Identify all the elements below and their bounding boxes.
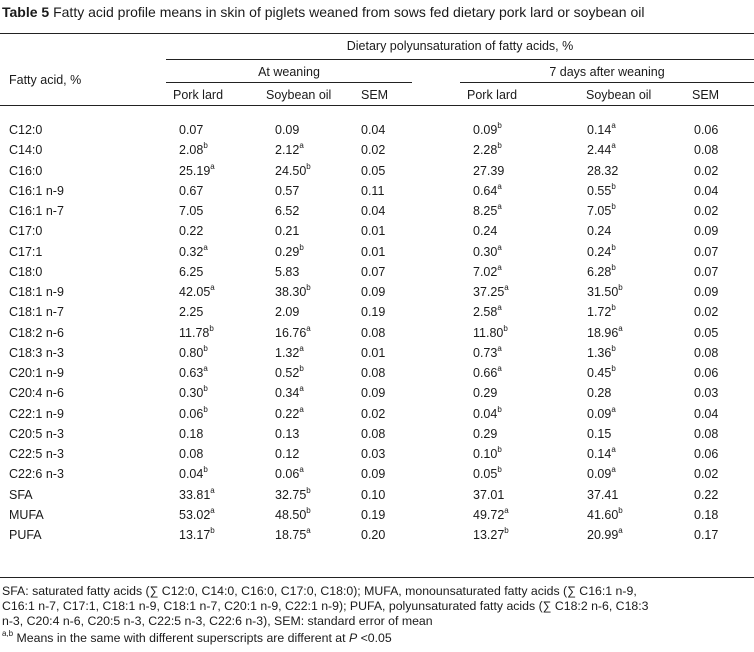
cell-value: 1.36$^b$	[587, 343, 616, 360]
footnote-marks: a,b	[2, 628, 14, 638]
cell-value: 31.50$^b$	[587, 282, 623, 299]
cell-value: 8.25$^a$	[473, 201, 502, 218]
significance-mark: a	[299, 404, 304, 414]
cell-value: 11.80$^b$	[473, 323, 508, 340]
group-header-7days: 7 days after weaning	[549, 65, 665, 79]
row-label: PUFA	[9, 528, 42, 542]
significance-mark: b	[203, 464, 208, 474]
table-caption	[2, 4, 645, 20]
cell-value: 0.09	[361, 285, 386, 299]
row-label: C18:0	[9, 265, 43, 279]
cell-value: 37.25$^a$	[473, 282, 509, 299]
significance-mark: b	[611, 302, 616, 312]
cell-value: 0.02	[361, 143, 386, 157]
significance-mark: a	[611, 404, 616, 414]
cell-value: 0.10	[361, 488, 386, 502]
cell-value: 37.41	[587, 488, 619, 502]
cell-value: 0.07	[694, 265, 719, 279]
significance-mark: a	[210, 505, 215, 515]
cell-value: 53.02$^a$	[179, 505, 215, 522]
cell-value: 0.06$^a$	[275, 464, 304, 481]
cell-value: 0.15	[587, 427, 612, 441]
cell-value: 0.24	[587, 224, 612, 238]
significance-mark: b	[203, 343, 208, 353]
significance-mark: b	[611, 262, 616, 272]
row-label: MUFA	[9, 508, 44, 522]
cell-value: 0.05	[361, 164, 386, 178]
cell-value: 0.32$^a$	[179, 242, 208, 259]
row-label: C12:0	[9, 123, 43, 137]
cell-value: 0.19	[361, 305, 386, 319]
cell-value: 0.07	[694, 245, 719, 259]
significance-mark: a	[611, 444, 616, 454]
significance-mark: a	[504, 505, 509, 515]
cell-value: 0.22$^a$	[275, 404, 304, 421]
significance-mark: b	[497, 404, 502, 414]
cell-value: 0.09$^a$	[587, 464, 616, 481]
significance-mark: a	[299, 383, 304, 393]
cell-value: 7.02$^a$	[473, 262, 502, 279]
significance-mark: b	[299, 363, 304, 373]
cell-value: 0.19	[361, 508, 386, 522]
stub-header: Fatty acid, %	[9, 73, 82, 87]
cell-value: 0.20	[361, 528, 386, 542]
cell-value: 0.04	[694, 407, 719, 421]
cell-value: 0.57	[275, 184, 300, 198]
significance-mark: a	[306, 525, 311, 535]
cell-value: 0.17	[694, 528, 719, 542]
cell-value: 0.52$^b$	[275, 363, 304, 380]
significance-mark: b	[618, 282, 623, 292]
cell-value: 0.04$^b$	[473, 404, 502, 421]
group-rule-7days	[460, 82, 754, 83]
cell-value: 0.29	[473, 427, 498, 441]
cell-value: 0.28	[587, 386, 612, 400]
cell-value: 0.08	[694, 143, 719, 157]
cell-value: 0.01	[361, 245, 386, 259]
cell-value: 0.06	[694, 447, 719, 461]
cell-value: 0.55$^b$	[587, 181, 616, 198]
row-label: C18:1 n-7	[9, 305, 64, 319]
significance-mark: b	[497, 140, 502, 150]
cell-value: 0.12	[275, 447, 300, 461]
cell-value: 0.09	[361, 386, 386, 400]
cell-value: 13.17$^b$	[179, 525, 215, 542]
col-header-pork-lard-2: Pork lard	[467, 88, 518, 102]
cell-value: 1.72$^b$	[587, 302, 616, 319]
row-label: C18:2 n-6	[9, 326, 64, 340]
significance-mark: b	[203, 140, 208, 150]
significance-mark: b	[203, 383, 208, 393]
cell-value: 0.08	[694, 346, 719, 360]
cell-value: 18.96$^a$	[587, 323, 623, 340]
significance-mark: a	[618, 525, 623, 535]
footnote-line-2: C16:1 n-7, C17:1, C18:1 n-9, C18:1 n-7, C20:1 n-9, C22:1 n-9); PUFA, polyunsaturated fatty acids (∑ C18:2 n-6, C18:3	[2, 599, 649, 613]
significance-mark: b	[306, 485, 311, 495]
significance-mark: a	[497, 302, 502, 312]
cell-value: 0.01	[361, 224, 386, 238]
cell-value: 0.13	[275, 427, 300, 441]
significance-mark: a	[306, 323, 311, 333]
caption-text: Fatty acid profile means in skin of piglets weaned from sows fed dietary pork lard or soybean oil	[49, 4, 645, 20]
significance-mark: b	[299, 242, 304, 252]
cell-value: 0.18	[694, 508, 719, 522]
spanner-rule	[166, 59, 754, 60]
significance-mark: b	[306, 505, 311, 515]
row-label: C22:5 n-3	[9, 447, 64, 461]
cell-value: 0.03	[694, 386, 719, 400]
cell-value: 0.09	[361, 467, 386, 481]
cell-value: 0.05$^b$	[473, 464, 502, 481]
significance-mark: b	[203, 404, 208, 414]
cell-value: 48.50$^b$	[275, 505, 311, 522]
significance-mark: b	[611, 363, 616, 373]
cell-value: 0.07	[361, 265, 386, 279]
row-label: C14:0	[9, 143, 43, 157]
col-header-pork-lard-1: Pork lard	[173, 88, 224, 102]
significance-mark: a	[611, 140, 616, 150]
row-label: C18:1 n-9	[9, 285, 64, 299]
cell-value: 0.08	[361, 326, 386, 340]
row-label: C16:1 n-7	[9, 204, 64, 218]
significance-mark: b	[611, 201, 616, 211]
cell-value: 0.30$^b$	[179, 383, 208, 400]
cell-value: 49.72$^a$	[473, 505, 509, 522]
col-header-sem-1: SEM	[361, 88, 389, 102]
cell-value: 0.24	[473, 224, 498, 238]
significance-mark: a	[497, 363, 502, 373]
cell-value: 0.30$^a$	[473, 242, 502, 259]
top-rule	[0, 33, 754, 34]
row-label: C20:1 n-9	[9, 366, 64, 380]
cell-value: 0.64$^a$	[473, 181, 502, 198]
cell-value: 0.63$^a$	[179, 363, 208, 380]
significance-mark: a	[611, 464, 616, 474]
significance-mark: a	[497, 201, 502, 211]
significance-mark: a	[497, 262, 502, 272]
cell-value: 0.02	[361, 407, 386, 421]
cell-value: 2.58$^a$	[473, 302, 502, 319]
cell-value: 0.11	[361, 184, 385, 198]
cell-value: 2.08$^b$	[179, 140, 208, 157]
cell-value: 11.78$^b$	[179, 323, 214, 340]
cell-value: 0.34$^a$	[275, 383, 304, 400]
cell-value: 42.05$^a$	[179, 282, 215, 299]
significance-mark: b	[618, 505, 623, 515]
cell-value: 28.32	[587, 164, 619, 178]
cell-value: 0.08	[694, 427, 719, 441]
significance-mark: b	[209, 323, 214, 333]
cell-value: 0.02	[694, 204, 719, 218]
header-bottom-rule	[0, 105, 754, 106]
cell-value: 0.02	[694, 467, 719, 481]
significance-mark: a	[299, 140, 304, 150]
significance-mark: a	[210, 161, 215, 171]
cell-value: 0.08	[361, 366, 386, 380]
cell-value: 2.28$^b$	[473, 140, 502, 157]
cell-value: 0.10$^b$	[473, 444, 502, 461]
cell-value: 0.04$^b$	[179, 464, 208, 481]
cell-value: 0.09	[275, 123, 300, 137]
cell-value: 0.24$^b$	[587, 242, 616, 259]
cell-value: 0.09$^b$	[473, 120, 502, 137]
cell-value: 20.99$^a$	[587, 525, 623, 542]
cell-value: 0.06$^b$	[179, 404, 208, 421]
cell-value: 0.05	[694, 326, 719, 340]
cell-value: 18.75$^a$	[275, 525, 311, 542]
significance-mark: b	[497, 120, 502, 130]
cell-value: 2.09	[275, 305, 300, 319]
col-header-soybean-oil-2: Soybean oil	[586, 88, 652, 102]
cell-value: 2.44$^a$	[587, 140, 616, 157]
footnote-significance: $^{a,b}$ Means in the same with different superscripts are different at P <0.05	[2, 628, 392, 645]
cell-value: 6.52	[275, 204, 300, 218]
significance-mark: b	[306, 282, 311, 292]
significance-mark: b	[611, 343, 616, 353]
cell-value: 7.05$^b$	[587, 201, 616, 218]
cell-value: 0.02	[694, 305, 719, 319]
significance-mark: b	[497, 444, 502, 454]
row-label: C22:6 n-3	[9, 467, 64, 481]
row-label: SFA	[9, 488, 33, 502]
cell-value: 0.08	[361, 427, 386, 441]
significance-mark: a	[210, 485, 215, 495]
cell-value: 0.14$^a$	[587, 444, 616, 461]
row-label: C20:4 n-6	[9, 386, 64, 400]
cell-value: 16.76$^a$	[275, 323, 311, 340]
footnote-line-1: SFA: saturated fatty acids (∑ C12:0, C14:0, C16:0, C17:0, C18:0); MUFA, monounsaturated fatty acids (∑ C16:1 n-9,	[2, 584, 637, 598]
cell-value: 0.09$^a$	[587, 404, 616, 421]
cell-value: 0.45$^b$	[587, 363, 616, 380]
cell-value: 0.22	[694, 488, 719, 502]
significance-mark: a	[497, 181, 502, 191]
cell-value: 37.01	[473, 488, 505, 502]
cell-value: 0.66$^a$	[473, 363, 502, 380]
significance-mark: a	[299, 464, 304, 474]
cell-value: 0.14$^a$	[587, 120, 616, 137]
significance-mark: a	[299, 343, 304, 353]
col-header-sem-2: SEM	[692, 88, 720, 102]
significance-mark: b	[210, 525, 215, 535]
significance-mark: b	[504, 525, 509, 535]
table-label: Table 5	[2, 4, 50, 20]
bottom-rule	[0, 577, 754, 578]
row-label: C22:1 n-9	[9, 407, 64, 421]
cell-value: 41.60$^b$	[587, 505, 623, 522]
cell-value: 33.81$^a$	[179, 485, 215, 502]
footnote-line-3: n-3, C20:4 n-6, C20:5 n-3, C22:5 n-3, C22:6 n-3), SEM: standard error of mean	[2, 614, 433, 628]
row-label: C16:1 n-9	[9, 184, 64, 198]
cell-value: 0.21	[275, 224, 300, 238]
significance-mark: a	[611, 120, 616, 130]
cell-value: 0.09	[694, 224, 719, 238]
cell-value: 6.28$^b$	[587, 262, 616, 279]
significance-mark: a	[504, 282, 509, 292]
significance-mark: b	[611, 242, 616, 252]
significance-mark: b	[503, 323, 508, 333]
significance-mark: b	[497, 464, 502, 474]
spanner-header: Dietary polyunsaturation of fatty acids, %	[346, 39, 574, 53]
significance-mark: a	[497, 242, 502, 252]
cell-value: 24.50$^b$	[275, 161, 311, 178]
cell-value: 1.32$^a$	[275, 343, 304, 360]
row-label: C17:0	[9, 224, 43, 238]
significance-mark: a	[210, 282, 215, 292]
cell-value: 0.02	[694, 164, 719, 178]
row-label: C20:5 n-3	[9, 427, 64, 441]
cell-value: 25.19$^a$	[179, 161, 215, 178]
row-label: C16:0	[9, 164, 43, 178]
significance-mark: b	[611, 181, 616, 191]
cell-value: 0.06	[694, 366, 719, 380]
row-label: C18:3 n-3	[9, 346, 64, 360]
group-header-weaning: At weaning	[258, 65, 320, 79]
cell-value: 2.25	[179, 305, 204, 319]
cell-value: 13.27$^b$	[473, 525, 509, 542]
cell-value: 38.30$^b$	[275, 282, 311, 299]
cell-value: 0.18	[179, 427, 204, 441]
cell-value: 0.73$^a$	[473, 343, 502, 360]
cell-value: 7.05	[179, 204, 204, 218]
significance-mark: a	[203, 363, 208, 373]
cell-value: 0.07	[179, 123, 204, 137]
cell-value: 0.03	[361, 447, 386, 461]
cell-value: 5.83	[275, 265, 300, 279]
cell-value: 0.01	[361, 346, 386, 360]
cell-value: 32.75$^b$	[275, 485, 311, 502]
cell-value: 0.80$^b$	[179, 343, 208, 360]
significance-mark: a	[203, 242, 208, 252]
col-header-soybean-oil-1: Soybean oil	[266, 88, 332, 102]
cell-value: 6.25	[179, 265, 204, 279]
cell-value: 0.29$^b$	[275, 242, 304, 259]
significance-mark: a	[618, 323, 623, 333]
cell-value: 0.29	[473, 386, 498, 400]
cell-value: 0.67	[179, 184, 204, 198]
group-rule-weaning	[166, 82, 412, 83]
cell-value: 0.04	[694, 184, 719, 198]
significance-mark: b	[306, 161, 311, 171]
cell-value: 0.08	[179, 447, 204, 461]
cell-value: 0.04	[361, 204, 386, 218]
row-label: C17:1	[9, 245, 43, 259]
cell-value: 0.06	[694, 123, 719, 137]
cell-value: 0.04	[361, 123, 386, 137]
cell-value: 0.09	[694, 285, 719, 299]
cell-value: 27.39	[473, 164, 505, 178]
cell-value: 2.12$^a$	[275, 140, 304, 157]
cell-value: 0.22	[179, 224, 204, 238]
significance-mark: a	[497, 343, 502, 353]
